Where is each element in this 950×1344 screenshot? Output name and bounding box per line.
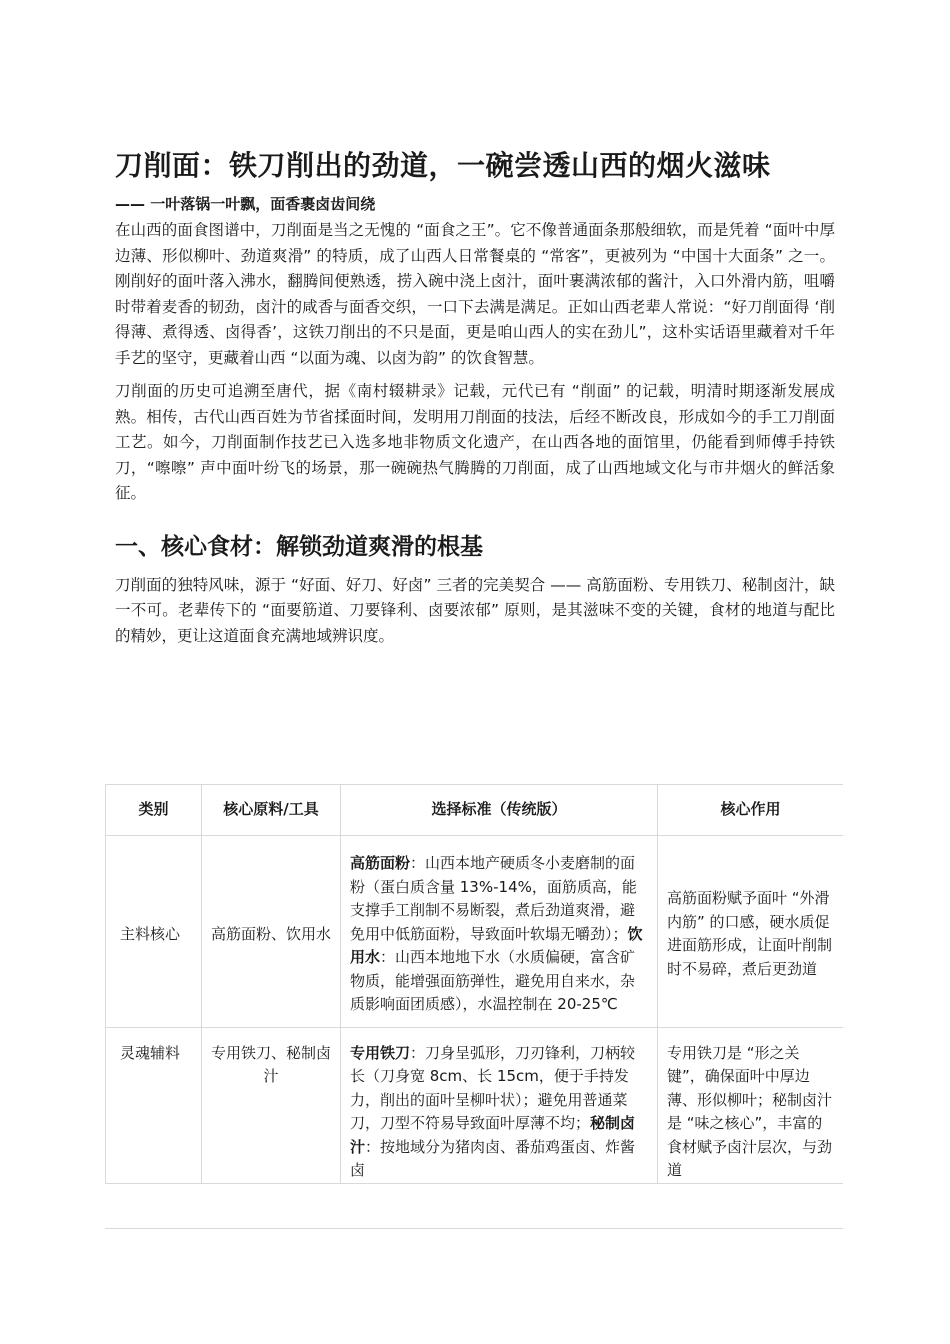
standard-label: 秘制卤汁 xyxy=(350,1114,636,1156)
ingredients-table xyxy=(105,784,843,1184)
table-row xyxy=(106,836,844,1028)
page-subtitle: —— 一叶落锅一叶飘，面香裹卤齿间绕 xyxy=(115,195,376,213)
cell-role: 高筋面粉赋予面叶 “外滑内筋” 的口感，硬水质促进面筋形成，让面叶削制时不易碎，煮后更劲道 xyxy=(658,836,844,1028)
intro-paragraph-2: 刀削面的历史可追溯至唐代，据《南村辍耕录》记载，元代已有 “削面” 的记载，明清时期逐渐发展成熟。相传，古代山西百姓为节省揉面时间，发明用刀削面的技法，后经不断改良，形成如今的手工刀削面工艺。如今，刀削面制作技艺已入选多地非物质文化遗产，在山西各地的面馆里，仍能看到师傅手持铁刀，“嚓嚓” 声中面叶纷飞的场景，那一碗碗热气腾腾的刀削面，成了山西地域文化与市井烟火的鲜活象征。 xyxy=(115,382,835,502)
standard-text: ：刀身呈弧形，刀刃锋利，刀柄较长（刀身宽 8cm、长 15cm，便于手持发力，削出的面叶呈柳叶状）；避免用普通菜刀，刀型不符易导致面叶厚薄不均； xyxy=(350,1043,636,1132)
standard-label: 专用铁刀 xyxy=(350,1043,411,1062)
section-heading: 一、核心食材：解锁劲道爽滑的根基 xyxy=(115,533,483,560)
article xyxy=(115,140,835,657)
standard-text: ：山西本地产硬质冬小麦磨制的面粉（蛋白质含量 13%-14%，面筋质高，能支撑手工削制不易断裂，煮后劲道爽滑，避免用中低筋面粉，导致面叶软塌无嚼劲）； xyxy=(350,854,637,943)
cell-standard xyxy=(341,1027,658,1183)
header-standard: 选择标准（传统版） xyxy=(341,785,658,836)
header-role: 核心作用 xyxy=(658,785,844,836)
standard-text: ：按地域分为猪肉卤、番茄鸡蛋卤、炸酱卤 xyxy=(350,1137,636,1179)
standard-label: 饮用水 xyxy=(350,924,643,966)
cell-material: 高筋面粉、饮用水 xyxy=(202,836,341,1028)
section-paragraph: 刀削面的独特风味，源于 “好面、好刀、好卤” 三者的完美契合 —— 高筋面粉、专用铁刀、秘制卤汁，缺一不可。老辈传下的 “面要筋道、刀要锋利、卤要浓郁” 原则，是其滋味不变的关键，食材的地道与配比的精妙，更让这道面食充满地域辨识度。 xyxy=(115,575,835,645)
cell-standard xyxy=(341,836,658,1028)
header-material: 核心原料/工具 xyxy=(202,785,341,836)
cell-role: 专用铁刀是 “形之关键”，确保面叶中厚边薄、形似柳叶；秘制卤汁是 “味之核心”，丰富的食材赋予卤汁层次，与劲道 xyxy=(658,1027,844,1183)
table-header-row xyxy=(106,785,844,836)
cell-category: 灵魂辅料 xyxy=(106,1027,202,1183)
page-title: 刀削面：铁刀削出的劲道，一碗尝透山西的烟火滋味 xyxy=(115,149,771,182)
header-category: 类别 xyxy=(106,785,202,836)
table-row xyxy=(106,1027,844,1183)
intro-paragraph-1: 在山西的面食图谱中，刀削面是当之无愧的 “面食之王”。它不像普通面条那般细软，而是凭着 “面叶中厚边薄、形似柳叶、劲道爽滑” 的特质，成了山西人日常餐桌的 “常客”，更被列为 “中国十大面条” 之一。刚削好的面叶落入沸水，翻腾间便熟透，捞入碗中浇上卤汁，面叶裹满浓郁的酱汁，入口外滑内筋，咀嚼时带着麦香的韧劲，卤汁的咸香与面香交织，一口下去满是满足。正如山西老辈人常说：“好刀削面得 ‘削得薄、煮得透、卤得香’，这铁刀削出的不只是面，更是咱山西人的实在劲儿”，这朴实话语里藏着对千年手艺的坚守，更藏着山西 “以面为魂、以卤为韵” 的饮食智慧。 xyxy=(115,221,835,367)
cell-category: 主料核心 xyxy=(106,836,202,1028)
standard-label: 高筋面粉 xyxy=(350,854,411,872)
cell-material: 专用铁刀、秘制卤汁 xyxy=(202,1027,341,1183)
ingredients-table-container xyxy=(105,784,843,1229)
standard-text: ：山西本地地下水（水质偏硬，富含矿物质，能增强面筋弹性，避免用自来水，杂质影响面团质感），水温控制在 20-25℃ xyxy=(350,948,636,1013)
